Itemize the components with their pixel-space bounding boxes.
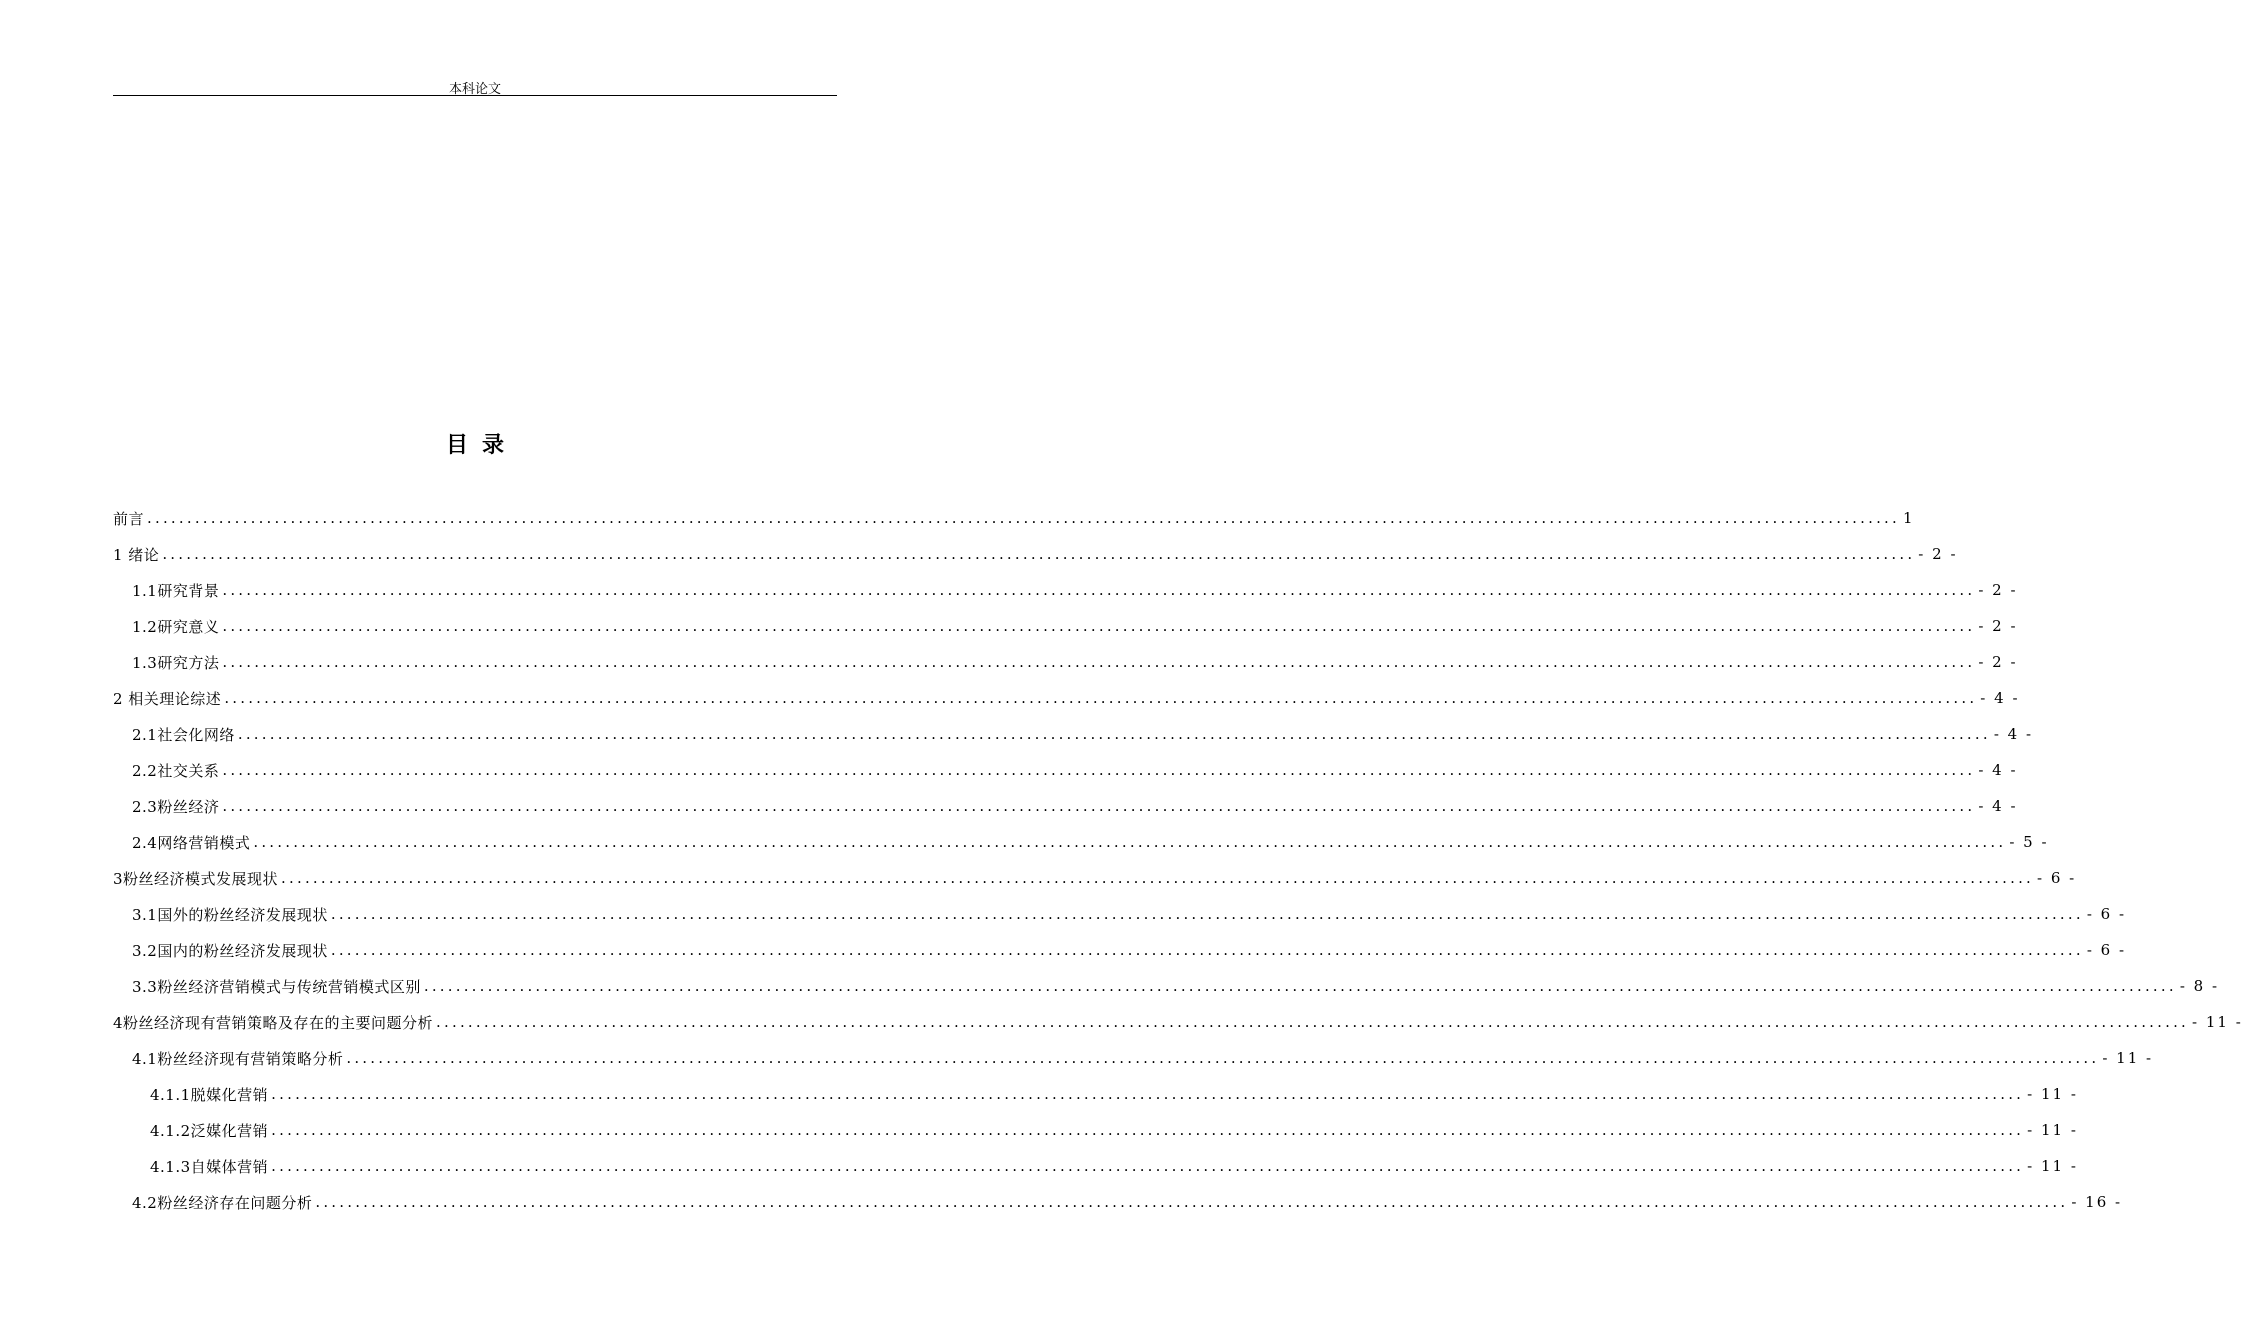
toc-entry[interactable] — [113, 1004, 2243, 1040]
toc-entry-label: 2.4网络营销模式 — [132, 833, 251, 852]
toc-entry[interactable] — [113, 536, 1958, 572]
toc-entry[interactable] — [113, 680, 2020, 716]
toc-entry[interactable] — [113, 824, 2049, 860]
toc-dot-leader: ............................................................................................................................................................................................................................ — [224, 689, 1978, 707]
toc-entry-page: - 8 - — [2179, 977, 2220, 995]
toc-entry-label: 2.2社交关系 — [132, 761, 220, 780]
toc-entry[interactable] — [113, 608, 2018, 644]
toc-entry[interactable] — [113, 1040, 2154, 1076]
toc-dot-leader: ............................................................................................................................................................................................................................ — [271, 1085, 2025, 1103]
toc-title: 目录 — [445, 433, 518, 458]
toc-entry-page: - 4 - — [1980, 689, 2020, 707]
toc-dot-leader: ............................................................................................................................................................................................................................ — [281, 869, 2035, 887]
toc-entry[interactable] — [113, 1076, 2078, 1112]
table-of-contents — [113, 500, 2243, 1220]
toc-entry-label: 3.3粉丝经济营销模式与传统营销模式区别 — [132, 977, 421, 996]
toc-entry-page: - 16 - — [2071, 1193, 2123, 1211]
toc-dot-leader: ............................................................................................................................................................................................................................ — [330, 941, 2084, 959]
toc-entry-page: - 5 - — [2009, 833, 2049, 851]
toc-entry[interactable] — [113, 860, 2077, 896]
toc-entry[interactable] — [113, 968, 2220, 1004]
toc-entry-page: - 11 - — [2192, 1013, 2243, 1031]
toc-entry[interactable] — [113, 788, 2018, 824]
toc-dot-leader: ............................................................................................................................................................................................................................ — [222, 617, 1976, 635]
toc-entry[interactable] — [113, 932, 2127, 968]
toc-dot-leader: ............................................................................................................................................................................................................................ — [271, 1121, 2025, 1139]
toc-dot-leader: ............................................................................................................................................................................................................................ — [237, 725, 1991, 743]
toc-entry-page: 1 — [1903, 509, 1915, 527]
toc-entry-page: - 2 - — [1918, 545, 1958, 563]
toc-entry-label: 前言 — [113, 509, 145, 528]
toc-dot-leader: ............................................................................................................................................................................................................................ — [222, 581, 1976, 599]
toc-dot-leader: ............................................................................................................................................................................................................................ — [423, 977, 2177, 995]
toc-entry-page: - 11 - — [2027, 1157, 2078, 1175]
toc-entry[interactable] — [113, 1184, 2123, 1220]
toc-entry-label: 4.1粉丝经济现有营销策略分析 — [132, 1049, 344, 1068]
toc-entry[interactable] — [113, 752, 2018, 788]
toc-entry-label: 2 相关理论综述 — [113, 689, 222, 708]
toc-dot-leader: ............................................................................................................................................................................................................................ — [222, 797, 1976, 815]
toc-entry-page: - 6 - — [2086, 941, 2127, 959]
toc-dot-leader: ............................................................................................................................................................................................................................ — [253, 833, 2007, 851]
toc-entry-page: - 2 - — [1978, 653, 2018, 671]
toc-entry-label: 1.1研究背景 — [132, 581, 220, 600]
toc-entry-label: 1.3研究方法 — [132, 653, 220, 672]
toc-entry-label: 2.1社会化网络 — [132, 725, 235, 744]
header-rule — [113, 95, 837, 96]
toc-entry[interactable] — [113, 716, 2034, 752]
toc-entry-label: 4.1.2泛媒化营销 — [150, 1121, 269, 1140]
toc-dot-leader: ............................................................................................................................................................................................................................ — [222, 761, 1976, 779]
toc-dot-leader: ............................................................................................................................................................................................................................ — [436, 1013, 2190, 1031]
toc-entry-label: 4粉丝经济现有营销策略及存在的主要问题分析 — [113, 1013, 434, 1032]
toc-dot-leader: ............................................................................................................................................................................................................................ — [162, 545, 1916, 563]
toc-entry-label: 3粉丝经济模式发展现状 — [113, 869, 279, 888]
toc-entry-page: - 2 - — [1978, 617, 2018, 635]
toc-entry-page: - 2 - — [1978, 581, 2018, 599]
toc-dot-leader: ............................................................................................................................................................................................................................ — [147, 509, 1900, 527]
toc-entry-label: 1.2研究意义 — [132, 617, 220, 636]
toc-entry[interactable] — [113, 500, 1915, 536]
toc-entry-label: 1 绪论 — [113, 545, 160, 564]
toc-entry-label: 2.3粉丝经济 — [132, 797, 220, 816]
toc-entry[interactable] — [113, 644, 2018, 680]
toc-dot-leader: ............................................................................................................................................................................................................................ — [346, 1049, 2100, 1067]
toc-dot-leader: ............................................................................................................................................................................................................................ — [330, 905, 2084, 923]
toc-entry-label: 4.1.3自媒体营销 — [150, 1157, 269, 1176]
toc-entry-page: - 6 - — [2086, 905, 2127, 923]
toc-entry[interactable] — [113, 1112, 2078, 1148]
toc-entry[interactable] — [113, 572, 2018, 608]
toc-dot-leader: ............................................................................................................................................................................................................................ — [222, 653, 1976, 671]
toc-entry-page: - 11 - — [2027, 1085, 2078, 1103]
toc-dot-leader: ............................................................................................................................................................................................................................ — [271, 1157, 2025, 1175]
toc-entry-page: - 6 - — [2037, 869, 2077, 887]
toc-entry-label: 4.2粉丝经济存在问题分析 — [132, 1193, 313, 1212]
toc-entry-page: - 11 - — [2027, 1121, 2078, 1139]
toc-entry-page: - 4 - — [1978, 797, 2018, 815]
toc-entry-page: - 11 - — [2102, 1049, 2154, 1067]
toc-entry[interactable] — [113, 1148, 2078, 1184]
toc-entry[interactable] — [113, 896, 2127, 932]
toc-dot-leader: ............................................................................................................................................................................................................................ — [315, 1193, 2069, 1211]
page-header: 本科论文 — [448, 82, 501, 97]
toc-entry-page: - 4 - — [1978, 761, 2018, 779]
toc-entry-page: - 4 - — [1993, 725, 2034, 743]
toc-entry-label: 4.1.1脱媒化营销 — [150, 1085, 269, 1104]
toc-entry-label: 3.2国内的粉丝经济发展现状 — [132, 941, 328, 960]
toc-entry-label: 3.1国外的粉丝经济发展现状 — [132, 905, 328, 924]
